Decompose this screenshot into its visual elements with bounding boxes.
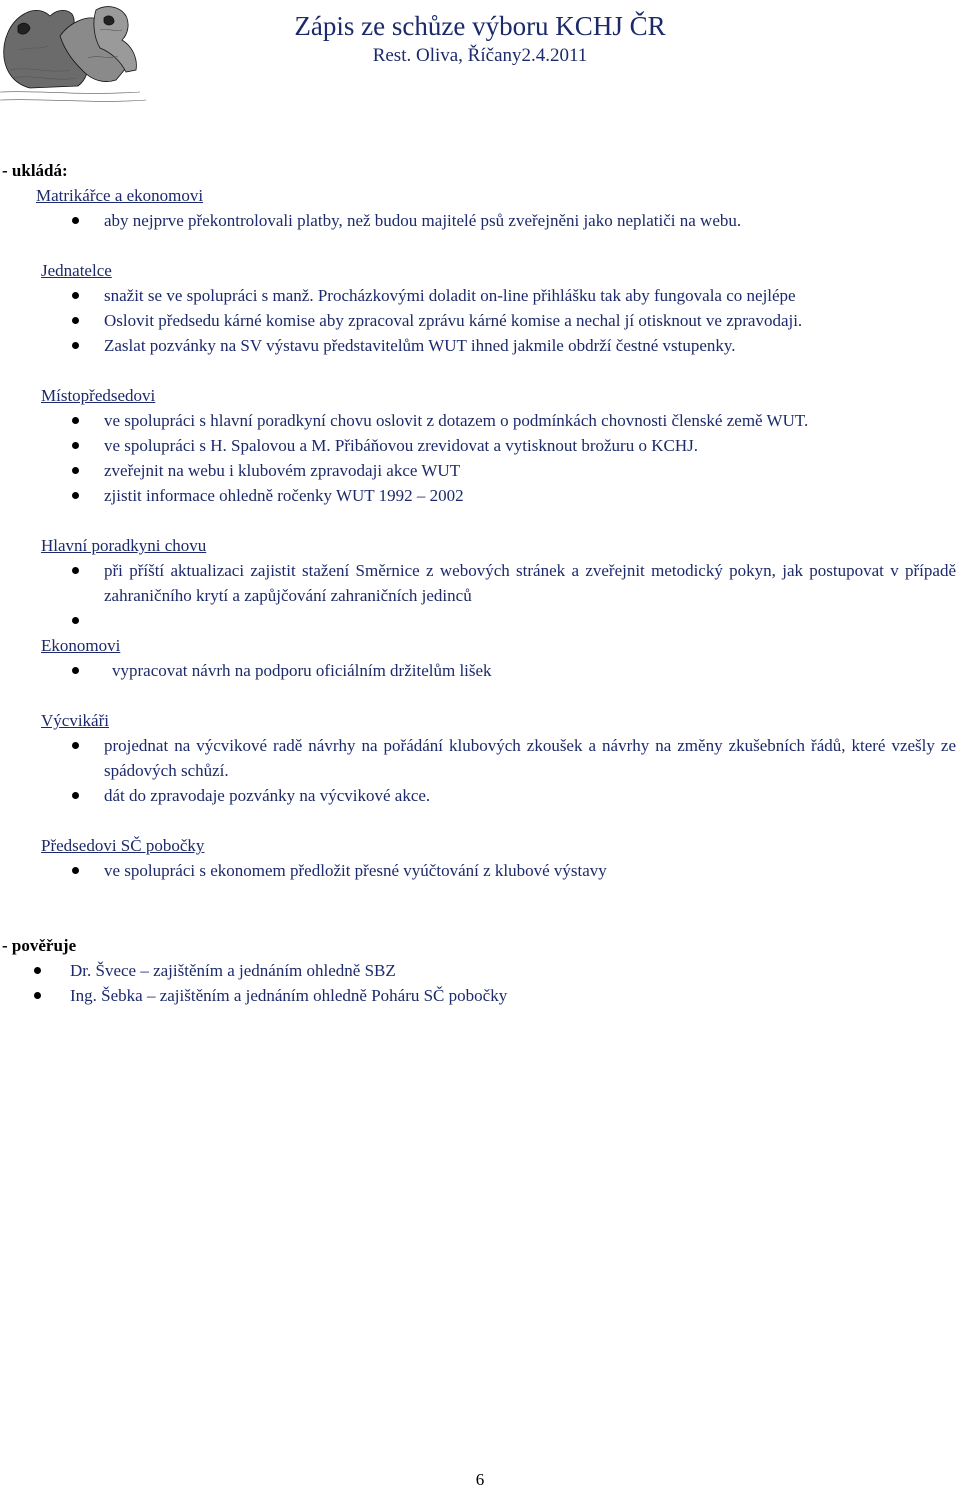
bullet-icon <box>72 292 79 299</box>
group-label: Ekonomovi <box>41 636 121 655</box>
list-item: vypracovat návrh na podporu oficiálním držitelům lišek <box>0 658 960 683</box>
bullet-icon <box>34 992 41 999</box>
list-item: projednat na výcvikové radě návrhy na pořádání klubových zkoušek a návrhy na změny zkušebních řádů, které vzešly ze spádových schůzí. <box>0 733 960 783</box>
list-item <box>0 608 960 633</box>
list-item: snažit se ve spolupráci s manž. Procházkovými doladit on-line přihlášku tak aby fungovala co nejlépe <box>0 283 960 308</box>
bullet-icon <box>72 217 79 224</box>
section-heading-uklada: - ukládá: <box>2 161 68 180</box>
bullet-icon <box>72 617 79 624</box>
list-item: zjistit informace ohledně ročenky WUT 1992 – 2002 <box>0 483 960 508</box>
group-label: Matrikářce a ekonomovi <box>36 186 204 205</box>
bullet-list <box>0 858 960 883</box>
bullet-icon <box>34 967 41 974</box>
list-item: Ing. Šebka – zajištěním a jednáním ohledně Poháru SČ pobočky <box>0 983 960 1008</box>
document-body <box>0 158 960 1008</box>
list-item: Zaslat pozvánky na SV výstavu představitelům WUT ihned jakmile obdrží čestné vstupenky. <box>0 333 960 358</box>
bullet-list <box>0 208 960 233</box>
bullet-icon <box>72 442 79 449</box>
bullet-icon <box>72 467 79 474</box>
document-subtitle: Rest. Oliva, Říčany2.4.2011 <box>372 45 588 66</box>
group-label: Místopředsedovi <box>41 386 156 405</box>
bullet-list <box>0 408 960 508</box>
bullet-icon <box>72 667 79 674</box>
section-heading-poveruje: - pověřuje <box>2 936 77 955</box>
group-label: Předsedovi SČ pobočky <box>41 836 205 855</box>
bullet-icon <box>72 317 79 324</box>
page-number: 6 <box>475 1470 485 1489</box>
bullet-icon <box>72 867 79 874</box>
list-item: aby nejprve překontrolovali platby, než budou majitelé psů zveřejněni jako neplatiči na webu. <box>0 208 960 233</box>
group-label: Hlavní poradkyni chovu <box>41 536 207 555</box>
list-item: dát do zpravodaje pozvánky na výcvikové akce. <box>0 783 960 808</box>
bullet-list <box>0 283 960 358</box>
bullet-icon <box>72 792 79 799</box>
list-item: Oslovit předsedu kárné komise aby zpracoval zprávu kárné komise a nechal jí otisknout ve zpravodaji. <box>0 308 960 333</box>
list-item: zveřejnit na webu i klubovém zpravodaji akce WUT <box>0 458 960 483</box>
bullet-list <box>0 558 960 633</box>
bullet-icon <box>72 342 79 349</box>
bullet-icon <box>72 742 79 749</box>
bullet-list <box>0 958 960 1008</box>
document-title: Zápis ze schůze výboru KCHJ ČR <box>294 11 666 41</box>
list-item: ve spolupráci s H. Spalovou a M. Přibáňovou zrevidovat a vytisknout brožuru o KCHJ. <box>0 433 960 458</box>
list-item: při příští aktualizaci zajistit stažení Směrnice z webových stránek a zveřejnit metodický pokyn, jak postupovat v případě zahraničního krytí a zapůjčování zahraničních jedinců <box>0 558 960 608</box>
group-label: Výcvikáři <box>41 711 109 730</box>
group-label: Jednatelce <box>41 261 112 280</box>
bullet-icon <box>72 567 79 574</box>
list-item: ve spolupráci s hlavní poradkyní chovu oslovit z dotazem o podmínkách chovnosti členské země WUT. <box>0 408 960 433</box>
bullet-list <box>0 733 960 808</box>
list-item: ve spolupráci s ekonomem předložit přesné vyúčtování z klubové výstavy <box>0 858 960 883</box>
bullet-list <box>0 658 960 683</box>
bullet-icon <box>72 492 79 499</box>
list-item: Dr. Švece – zajištěním a jednáním ohledně SBZ <box>0 958 960 983</box>
bullet-icon <box>72 417 79 424</box>
